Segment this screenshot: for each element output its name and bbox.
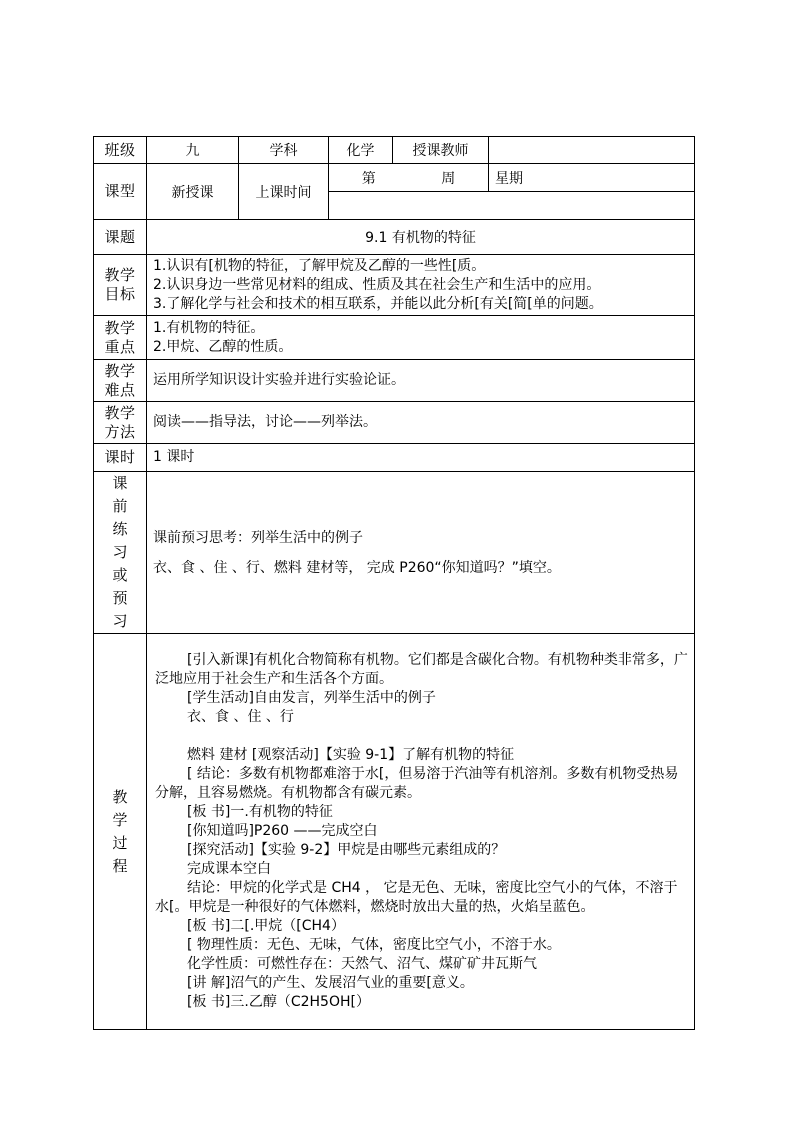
goal-line: 2.认识身边一些常见材料的组成、性质及其在社会生产和生活中的应用。 bbox=[153, 276, 601, 293]
teacher-value bbox=[489, 137, 695, 164]
preview-row bbox=[94, 472, 695, 634]
process-row bbox=[94, 634, 695, 1030]
teacher-label: 授课教师 bbox=[393, 137, 489, 164]
process-paragraph: 化学性质：可燃性存在：天然气、沼气、煤矿矿井瓦斯气 bbox=[187, 956, 537, 972]
subject-label: 学科 bbox=[239, 137, 329, 164]
preview-label: 课 前 练 习 或 预 习 bbox=[94, 472, 147, 634]
process-paragraph: 燃料 建材 [观察活动]【实验 9-1】了解有机物的特征 bbox=[187, 747, 515, 763]
process-paragraph: [板 书]一.有机物的特征 bbox=[187, 804, 333, 820]
keypoint-line: 1.有机物的特征。 bbox=[153, 319, 265, 336]
method-label: 教学 方法 bbox=[94, 402, 147, 444]
preview-line: 衣、食 、住 、行、燃料 建材等， 完成 P260“你知道吗？”填空。 bbox=[153, 559, 561, 576]
process-paragraph: [讲 解]沼气的产生、发展沼气业的重要[意义。 bbox=[187, 975, 474, 991]
process-paragraph: [板 书]二[.甲烷（[CH4） bbox=[187, 918, 345, 934]
week-cell bbox=[329, 164, 489, 192]
week-zhou: 周 bbox=[441, 171, 456, 187]
topic-value: 9.1 有机物的特征 bbox=[147, 220, 695, 255]
hours-row bbox=[94, 444, 695, 472]
keypoints-text bbox=[147, 316, 695, 360]
process-paragraph: [ 物理性质：无色、无味，气体，密度比空气小，不溶于水。 bbox=[187, 937, 561, 953]
process-paragraph: [学生活动]自由发言，列举生活中的例子 bbox=[187, 690, 436, 706]
subject-value: 化学 bbox=[329, 137, 393, 164]
method-row bbox=[94, 402, 695, 444]
topic-label: 课题 bbox=[94, 220, 147, 255]
process-paragraph: [探究活动]【实验 9-2】甲烷是由哪些元素组成的？ bbox=[187, 842, 506, 858]
goal-line: 3.了解化学与社会和技术的相互联系，并能以此分析[有关[简[单的问题。 bbox=[153, 295, 603, 312]
time-blank-cell bbox=[329, 192, 695, 220]
type-label: 课型 bbox=[94, 164, 147, 220]
keypoints-row bbox=[94, 316, 695, 360]
process-paragraph: 衣、食 、住 、行 bbox=[187, 709, 294, 725]
process-paragraph: [ 结论：多数有机物都难溶于水[，但易溶于汽油等有机溶剂。多数有机物受热易分解，且容易燃烧。有机物都含有碳元素。 bbox=[155, 766, 679, 801]
goal-line: 1.认识有[机物的特征，了解甲烷及乙醇的一些性[质。 bbox=[153, 257, 486, 274]
process-paragraph: 结论：甲烷的化学式是 CH4 ， 它是无色、无味，密度比空气小的气体，不溶于水[。甲烷是一种很好的气体燃料，燃烧时放出大量的热，火焰呈蓝色。 bbox=[155, 880, 678, 915]
process-label: 教 学 过 程 bbox=[94, 634, 147, 1030]
type-row bbox=[94, 164, 695, 192]
header-row bbox=[94, 137, 695, 164]
lesson-plan-table bbox=[93, 136, 695, 1030]
keypoint-line: 2.甲烷、乙醇的性质。 bbox=[153, 338, 293, 355]
class-label: 班级 bbox=[94, 137, 147, 164]
method-text: 阅读——指导法，讨论——列举法。 bbox=[147, 402, 695, 444]
process-paragraph: [板 书]三.乙醇（C2H5OH[） bbox=[187, 994, 370, 1010]
time-label: 上课时间 bbox=[239, 164, 329, 220]
goals-label: 教学 目标 bbox=[94, 255, 147, 316]
process-paragraph: 完成课本空白 bbox=[187, 861, 271, 877]
process-paragraph: [引入新课]有机化合物简称有机物。它们都是含碳化合物。有机物种类非常多，广泛地应用于社会生产和生活各个方面。 bbox=[155, 652, 688, 687]
blank-line bbox=[155, 727, 688, 746]
type-value: 新授课 bbox=[147, 164, 239, 220]
difficulty-text: 运用所学知识设计实验并进行实验论证。 bbox=[147, 360, 695, 402]
hours-value: 1 课时 bbox=[147, 444, 695, 472]
hours-label: 课时 bbox=[94, 444, 147, 472]
preview-line: 课前预习思考：列举生活中的例子 bbox=[153, 529, 363, 546]
difficulty-label: 教学 难点 bbox=[94, 360, 147, 402]
topic-row bbox=[94, 220, 695, 255]
goals-text bbox=[147, 255, 695, 316]
difficulty-row bbox=[94, 360, 695, 402]
process-paragraph: [你知道吗]P260 ——完成空白 bbox=[187, 823, 378, 839]
class-value: 九 bbox=[147, 137, 239, 164]
preview-text bbox=[147, 472, 695, 634]
process-text bbox=[147, 634, 695, 1030]
keypoints-label: 教学 重点 bbox=[94, 316, 147, 360]
goals-row bbox=[94, 255, 695, 316]
week-di: 第 bbox=[361, 171, 376, 187]
weekday-label: 星期 bbox=[489, 164, 695, 192]
